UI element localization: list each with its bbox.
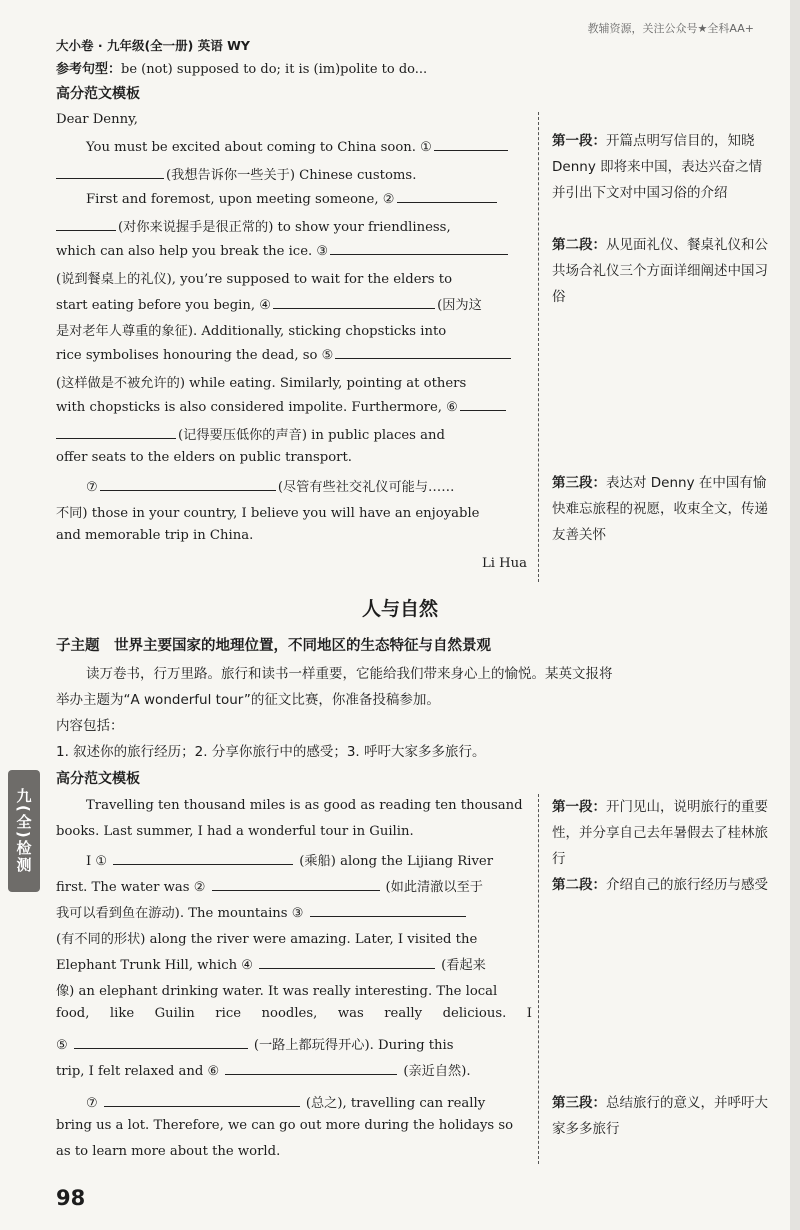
letter-salutation: Dear Denny, [56, 112, 138, 127]
answer-blank[interactable] [335, 346, 511, 359]
prompt-line: 内容包括： [56, 718, 124, 734]
answer-blank[interactable] [100, 478, 276, 491]
essay-line: food, like Guilin rice noodles, was really delicious. I [56, 1006, 532, 1021]
column-divider [538, 794, 539, 1164]
letter-line: First and foremost, upon meeting someone, ② [86, 190, 497, 207]
section-title: 人与自然 [361, 598, 438, 620]
side-tab: 九(全)检测 [8, 770, 40, 892]
essay-line: first. The water was ② (如此清澈以至于 [56, 880, 483, 895]
letter-line: (我想告诉你一些关于) Chinese customs. [56, 164, 416, 183]
paragraph-note: 第三段：表达对 Denny 在中国有愉快难忘旅程的祝愿，收束全文，传递友善关怀 [552, 475, 768, 543]
essay-line: ⑤ (一路上都玩得开心). During this [56, 1038, 454, 1053]
answer-blank[interactable] [56, 426, 176, 439]
column-divider [538, 112, 539, 582]
prompt-line: 读万卷书，行万里路。旅行和读书一样重要，它能给我们带来身心上的愉悦。某英文报将 [86, 666, 613, 682]
answer-blank[interactable] [113, 852, 293, 865]
letter-line: with chopsticks is also considered impolite. Furthermore, ⑥ [56, 398, 506, 415]
essay-line: as to learn more about the world. [56, 1144, 281, 1159]
essay-line: (有不同的形状) along the river were amazing. Later, I visited the [56, 932, 478, 947]
answer-blank[interactable] [460, 398, 506, 411]
essay-line: Elephant Trunk Hill, which ④ (看起来 [56, 958, 486, 973]
subtopic: 子主题 世界主要国家的地理位置，不同地区的生态特征与自然景观 [56, 638, 491, 654]
essay-line: books. Last summer, I had a wonderful tour in Guilin. [56, 824, 414, 839]
answer-blank[interactable] [259, 956, 435, 969]
reference-patterns [56, 58, 427, 77]
essay-line: I ① (乘船) along the Lijiang River [86, 854, 494, 869]
answer-blank[interactable] [330, 242, 508, 255]
paragraph-note: 第三段：总结旅行的意义，并呼吁大家多多旅行 [552, 1095, 768, 1137]
page-number: 98 [56, 1186, 86, 1210]
essay-line: trip, I felt relaxed and ⑥ (亲近自然). [56, 1064, 471, 1079]
answer-blank[interactable] [212, 878, 380, 891]
template-heading: 高分范文模板 [56, 771, 140, 787]
letter-line: rice symbolises honouring the dead, so ⑤ [56, 346, 511, 363]
template-heading: 高分范文模板 [56, 86, 140, 102]
reference-text: be (not) supposed to do; it is (im)polite to do... [121, 62, 428, 77]
letter-line: ⑦ (尽管有些社交礼仪可能与…… [86, 480, 455, 495]
book-header: 大小卷 · 九年级(全一册) 英语 WY [56, 38, 250, 53]
essay-line: Travelling ten thousand miles is as good as reading ten thousand [86, 798, 523, 813]
paragraph-note: 第二段：介绍自己的旅行经历与感受 [552, 877, 768, 893]
letter-line: which can also help you break the ice. ③ [56, 242, 508, 259]
answer-blank[interactable] [310, 904, 466, 917]
answer-blank[interactable] [225, 1062, 397, 1075]
letter-line: You must be excited about coming to China soon. ① [86, 138, 508, 155]
letter-line: 不同) those in your country, I believe you will have an enjoyable [56, 506, 480, 521]
answer-blank[interactable] [56, 218, 116, 231]
answer-blank[interactable] [273, 296, 435, 309]
essay-line: 我可以看到鱼在游动). The mountains ③ [56, 902, 466, 921]
letter-line: start eating before you begin, ④ (因为这 [56, 298, 482, 313]
prompt-line: 1. 叙述你的旅行经历；2. 分享你旅行中的感受；3. 呼吁大家多多旅行。 [56, 744, 486, 760]
letter-line: and memorable trip in China. [56, 528, 254, 543]
letter-line: (说到餐桌上的礼仪), you’re supposed to wait for the elders to [56, 272, 453, 287]
letter-line: (对你来说握手是很正常的) to show your friendliness, [56, 216, 451, 235]
answer-blank[interactable] [56, 166, 164, 179]
essay-line: ⑦ (总之), travelling can really [86, 1096, 486, 1111]
letter-line: (记得要压低你的声音) in public places and [56, 424, 445, 443]
essay-line: 像) an elephant drinking water. It was really interesting. The local [56, 984, 498, 999]
answer-blank[interactable] [434, 138, 508, 151]
watermark: 教辅资源，关注公众号★全科AA+ [587, 22, 754, 35]
prompt-line: 举办主题为“A wonderful tour”的征文比赛，你准备投稿参加。 [56, 692, 440, 708]
answer-blank[interactable] [104, 1094, 300, 1107]
paragraph-note: 第一段：开门见山，说明旅行的重要性，并分享自己去年暑假去了桂林旅行 [552, 799, 768, 867]
answer-blank[interactable] [397, 190, 497, 203]
letter-line: (这样做是不被允许的) while eating. Similarly, pointing at others [56, 376, 467, 391]
reference-label: 参考句型： [56, 62, 122, 77]
paragraph-note: 第一段：开篇点明写信目的，知晓 Denny 即将来中国，表达兴奋之情并引出下文对中国习俗的介绍 [552, 133, 763, 201]
letter-signature: Li Hua [482, 556, 528, 571]
letter-line: 是对老年人尊重的象征). Additionally, sticking chopsticks into [56, 324, 447, 339]
answer-blank[interactable] [74, 1036, 248, 1049]
letter-line: offer seats to the elders on public transport. [56, 450, 352, 465]
essay-line: bring us a lot. Therefore, we can go out more during the holidays so [56, 1118, 514, 1133]
paragraph-note: 第二段：从见面礼仪、餐桌礼仪和公共场合礼仪三个方面详细阐述中国习俗 [552, 237, 768, 305]
